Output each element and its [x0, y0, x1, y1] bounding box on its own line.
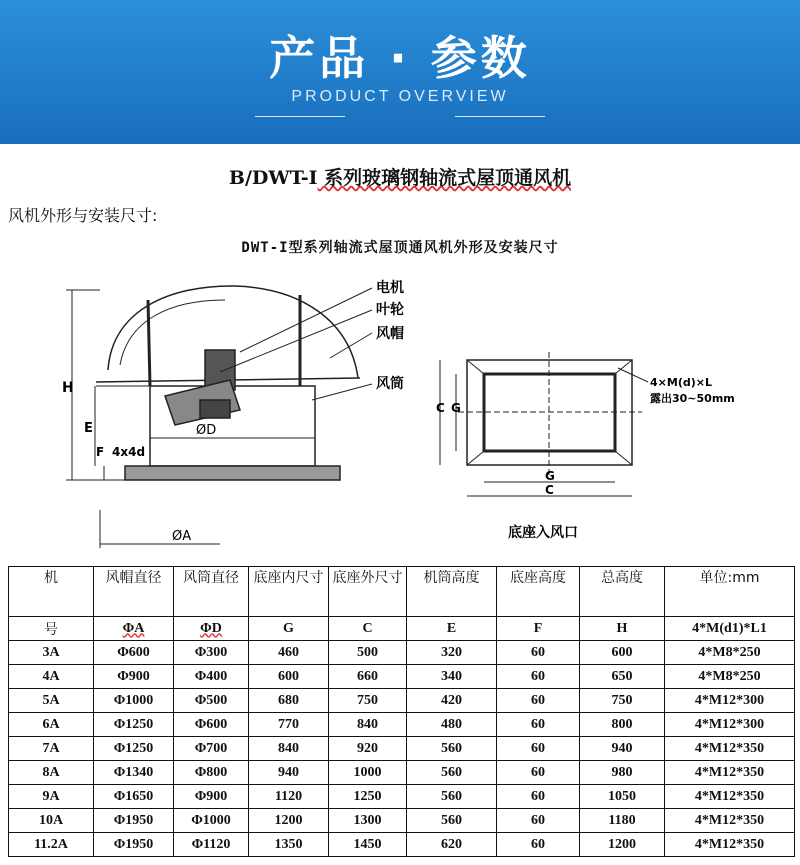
- table-cell: Φ400: [174, 665, 249, 689]
- table-row: [9, 761, 795, 785]
- table-cell: 8A: [9, 761, 94, 785]
- table-cell: Φ1650: [94, 785, 174, 809]
- table-cell: 500: [329, 641, 407, 665]
- header-cell: 风帽直径: [94, 567, 174, 617]
- table-cell: 840: [249, 737, 329, 761]
- table-cell: 920: [329, 737, 407, 761]
- header-cell: E: [407, 617, 497, 641]
- label-base-inlet: 底座入风口: [508, 525, 578, 541]
- header-cell: F: [497, 617, 580, 641]
- table-cell: 560: [407, 761, 497, 785]
- label-impeller: 叶轮: [376, 302, 404, 318]
- table-cell: 560: [407, 809, 497, 833]
- label-bolts-left: 4x4d: [112, 445, 146, 459]
- table-cell: 650: [580, 665, 665, 689]
- label-exposed: 露出30~50mm: [650, 392, 735, 405]
- table-cell: 60: [497, 809, 580, 833]
- table-cell: Φ300: [174, 641, 249, 665]
- table-cell: 60: [497, 785, 580, 809]
- label-F: F: [96, 445, 105, 459]
- table-cell: Φ1250: [94, 713, 174, 737]
- table-row: [9, 737, 795, 761]
- label-C-vertical: C: [436, 401, 445, 415]
- header-cell: 单位:mm: [665, 567, 795, 617]
- header-cell: 风筒直径: [174, 567, 249, 617]
- table-cell: 60: [497, 641, 580, 665]
- table-cell: 4*M12*350: [665, 833, 795, 857]
- table-cell: 770: [249, 713, 329, 737]
- table-cell: 800: [580, 713, 665, 737]
- table-cell: 560: [407, 737, 497, 761]
- header-cell: 总高度: [580, 567, 665, 617]
- header-cell: ΦA: [94, 617, 174, 641]
- header-cell: 底座内尺寸: [249, 567, 329, 617]
- table-cell: 940: [580, 737, 665, 761]
- table-row: [9, 713, 795, 737]
- label-G: G: [545, 469, 555, 483]
- table-cell: Φ1950: [94, 809, 174, 833]
- table-cell: Φ900: [174, 785, 249, 809]
- table-row: [9, 689, 795, 713]
- table-cell: 60: [497, 713, 580, 737]
- document-title: [0, 163, 800, 190]
- header-banner: [0, 0, 800, 144]
- table-cell: 1180: [580, 809, 665, 833]
- banner-title: 产品 · 参数: [269, 31, 531, 85]
- table-cell: 1250: [329, 785, 407, 809]
- table-cell: 840: [329, 713, 407, 737]
- banner-subtitle: PRODUCT OVERVIEW: [291, 88, 509, 105]
- table-cell: 600: [580, 641, 665, 665]
- label-cap: 风帽: [376, 326, 404, 342]
- dimension-drawing: [0, 262, 800, 562]
- header-cell: 机筒高度: [407, 567, 497, 617]
- table-cell: 1050: [580, 785, 665, 809]
- table-cell: Φ1950: [94, 833, 174, 857]
- table-cell: 940: [249, 761, 329, 785]
- table-cell: 460: [249, 641, 329, 665]
- table-cell: 750: [329, 689, 407, 713]
- label-duct: 风筒: [376, 376, 404, 392]
- table-cell: Φ600: [94, 641, 174, 665]
- table-cell: 420: [407, 689, 497, 713]
- table-cell: Φ600: [174, 713, 249, 737]
- table-cell: 4*M12*350: [665, 737, 795, 761]
- table-cell: 4*M12*300: [665, 689, 795, 713]
- table-cell: 10A: [9, 809, 94, 833]
- table-cell: 1200: [249, 809, 329, 833]
- base-inlet-view: [440, 352, 648, 496]
- table-body: [9, 641, 795, 857]
- table-cell: 1450: [329, 833, 407, 857]
- table-cell: 620: [407, 833, 497, 857]
- table-cell: 340: [407, 665, 497, 689]
- table-cell: 60: [497, 761, 580, 785]
- table-row: [9, 785, 795, 809]
- table-cell: 750: [580, 689, 665, 713]
- label-H: H: [62, 380, 74, 396]
- table-cell: 560: [407, 785, 497, 809]
- table-cell: 3A: [9, 641, 94, 665]
- table-cell: 4*M12*300: [665, 713, 795, 737]
- table-cell: Φ1120: [174, 833, 249, 857]
- table-header-row-top: [9, 567, 795, 617]
- banner-divider-right: [455, 116, 545, 117]
- table-cell: 60: [497, 689, 580, 713]
- table-header-row-bottom: [9, 617, 795, 641]
- table-cell: 60: [497, 737, 580, 761]
- table-cell: 1200: [580, 833, 665, 857]
- table-cell: 7A: [9, 737, 94, 761]
- table-cell: 1000: [329, 761, 407, 785]
- table-row: [9, 641, 795, 665]
- base-plate: [125, 466, 340, 480]
- table-cell: Φ800: [174, 761, 249, 785]
- header-cell: ΦD: [174, 617, 249, 641]
- table-cell: 4*M12*350: [665, 809, 795, 833]
- table-cell: 4A: [9, 665, 94, 689]
- table-cell: 4*M8*250: [665, 641, 795, 665]
- label-bolts-right: 4×M(d)×L: [650, 376, 712, 389]
- table-cell: 6A: [9, 713, 94, 737]
- intro-text: 风机外形与安装尺寸:: [8, 206, 158, 225]
- figure-caption: DWT-I型系列轴流式屋顶通风机外形及安装尺寸: [241, 240, 559, 256]
- label-E: E: [84, 421, 93, 436]
- spec-table: [8, 566, 795, 857]
- header-cell: 底座高度: [497, 567, 580, 617]
- label-motor: 电机: [376, 280, 404, 296]
- table-cell: 1120: [249, 785, 329, 809]
- header-cell: 号: [9, 617, 94, 641]
- header-cell: 底座外尺寸: [329, 567, 407, 617]
- label-phiA: ØA: [172, 529, 192, 544]
- table-cell: 60: [497, 665, 580, 689]
- table-cell: Φ700: [174, 737, 249, 761]
- table-cell: 9A: [9, 785, 94, 809]
- header-cell: 4*M(d1)*L1: [665, 617, 795, 641]
- table-cell: 320: [407, 641, 497, 665]
- table-cell: 4*M8*250: [665, 665, 795, 689]
- label-G-vertical: G: [451, 401, 461, 415]
- table-cell: 980: [580, 761, 665, 785]
- table-cell: Φ1000: [94, 689, 174, 713]
- table-cell: Φ500: [174, 689, 249, 713]
- table-cell: 680: [249, 689, 329, 713]
- table-cell: 4*M12*350: [665, 785, 795, 809]
- table-row: [9, 809, 795, 833]
- table-row: [9, 833, 795, 857]
- label-C: C: [545, 483, 554, 497]
- table-cell: 600: [249, 665, 329, 689]
- table-cell: Φ1000: [174, 809, 249, 833]
- table-cell: Φ1340: [94, 761, 174, 785]
- table-row: [9, 665, 795, 689]
- table-cell: Φ1250: [94, 737, 174, 761]
- label-phiD: ØD: [196, 423, 217, 438]
- header-cell: G: [249, 617, 329, 641]
- table-cell: 4*M12*350: [665, 761, 795, 785]
- table-cell: 11.2A: [9, 833, 94, 857]
- table-cell: 60: [497, 833, 580, 857]
- table-cell: 1300: [329, 809, 407, 833]
- header-cell: H: [580, 617, 665, 641]
- table-cell: 660: [329, 665, 407, 689]
- banner-divider-left: [255, 116, 345, 117]
- table-cell: 1350: [249, 833, 329, 857]
- header-cell: 机: [9, 567, 94, 617]
- title-description: 系列玻璃钢轴流式屋顶通风机: [317, 167, 572, 189]
- table-cell: 480: [407, 713, 497, 737]
- title-model-code: B/DWT-I: [228, 167, 318, 189]
- table-cell: 5A: [9, 689, 94, 713]
- table-cell: Φ900: [94, 665, 174, 689]
- header-cell: C: [329, 617, 407, 641]
